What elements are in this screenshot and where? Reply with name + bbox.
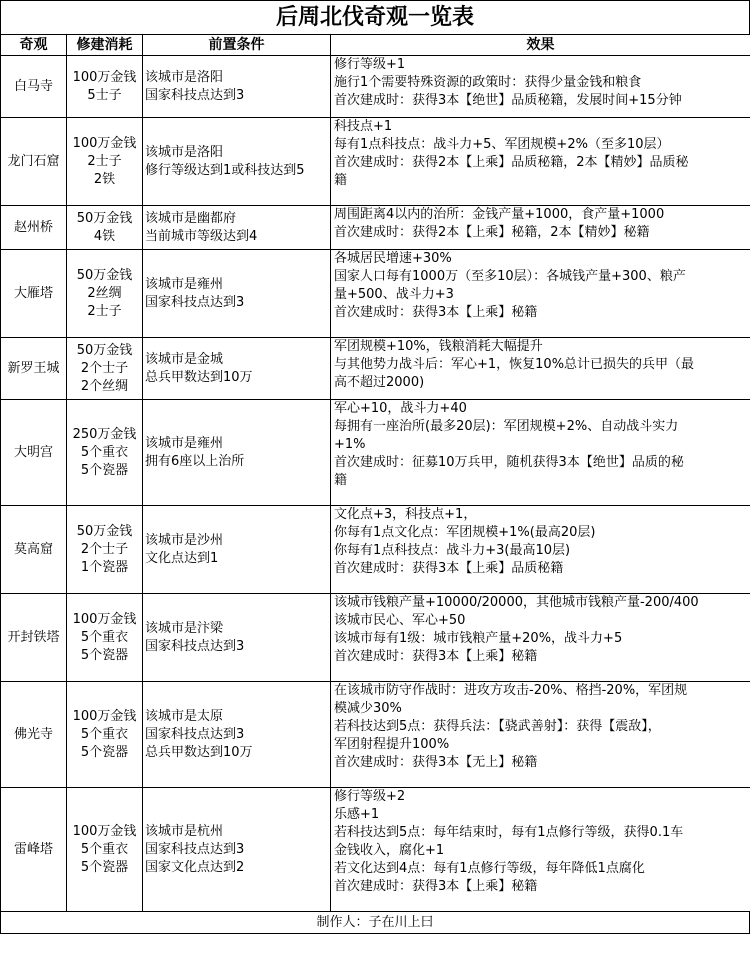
cost-line: 5个瓷器	[80, 744, 129, 760]
prerequisite	[143, 400, 331, 506]
author-credit: 制作人：子在川上曰	[0, 912, 750, 934]
effect-line: 军团规模+10%，钱粮消耗大幅提升	[334, 339, 543, 354]
cost-line: 5个重衣	[80, 444, 129, 460]
table-row	[1, 338, 750, 400]
effect-line: 首次建成时：征募10万兵甲，随机获得3本【绝世】品质的秘	[334, 455, 684, 470]
cost-line: 50万金钱	[76, 267, 133, 283]
table-row	[1, 594, 750, 682]
effect-line: 科技点+1	[334, 119, 393, 134]
prerequisite-line: 国家科技点达到3	[145, 87, 245, 103]
header-wonder: 奇观	[1, 35, 67, 56]
effect-line: 每拥有一座治所(最多20层)：军团规模+2%、自动战斗实力	[334, 419, 679, 434]
effect-line: 首次建成时：获得2本【上乘】品质秘籍，2本【精妙】品质秘	[334, 155, 689, 170]
prerequisite	[143, 682, 331, 788]
effect	[331, 338, 750, 400]
cost-line: 100万金钱	[72, 708, 137, 724]
prerequisite-line: 国家科技点达到3	[145, 638, 245, 654]
wonders-table	[0, 34, 750, 912]
effect-line: 该城市民心、军心+50	[334, 613, 466, 628]
effect-line: 各城居民增速+30%	[334, 251, 452, 266]
build-cost	[67, 206, 143, 250]
table-row	[1, 400, 750, 506]
prerequisite-line: 总兵甲数达到10万	[145, 744, 253, 760]
wonder-name: 白马寺	[1, 56, 67, 118]
table-row	[1, 506, 750, 594]
effect	[331, 118, 750, 206]
build-cost	[67, 400, 143, 506]
prerequisite-line: 该城市是雍州	[145, 276, 224, 292]
effect	[331, 506, 750, 594]
effect-line: 与其他势力战斗后：军心+1，恢复10%总计已损失的兵甲（最	[334, 357, 695, 372]
cost-line: 5个重衣	[80, 726, 129, 742]
effect-line: 你每有1点科技点：战斗力+3(最高10层)	[334, 543, 571, 558]
table-row	[1, 206, 750, 250]
wonder-name: 开封铁塔	[1, 594, 67, 682]
cost-line: 1个瓷器	[80, 559, 129, 575]
prerequisite-line: 该城市是金城	[145, 351, 224, 367]
prerequisite	[143, 206, 331, 250]
prerequisite-line: 总兵甲数达到10万	[145, 369, 253, 385]
cost-line: 50万金钱	[76, 342, 133, 358]
effect-line: 该城市每有1级：城市钱粮产量+20%，战斗力+5	[334, 631, 623, 646]
prerequisite-line: 国家文化点达到2	[145, 859, 245, 875]
prerequisite-line: 国家科技点达到3	[145, 841, 245, 857]
prerequisite-line: 国家科技点达到3	[145, 294, 245, 310]
wonder-name: 新罗王城	[1, 338, 67, 400]
effect	[331, 788, 750, 912]
effect-line: 在该城市防守作战时：进攻方攻击-20%、格挡-20%，军团规	[334, 683, 688, 698]
cost-line: 100万金钱	[72, 69, 137, 85]
effect-line: 你每有1点文化点：军团规模+1%(最高20层)	[334, 525, 596, 540]
effect-line: 首次建成时：获得3本【上乘】秘籍	[334, 879, 538, 894]
header-prerequisite: 前置条件	[143, 35, 331, 56]
effect-line: 量+500、战斗力+3	[334, 287, 454, 302]
header-cost: 修建消耗	[67, 35, 143, 56]
cost-line: 5个重衣	[80, 841, 129, 857]
table-row	[1, 118, 750, 206]
prerequisite-line: 修行等级达到1或科技达到5	[145, 162, 305, 178]
cost-line: 4铁	[93, 228, 116, 244]
prerequisite-line: 该城市是太原	[145, 708, 224, 724]
effect-line: 国家人口每有1000万（至多10层）：各城钱产量+300、粮产	[334, 269, 686, 284]
effect-line: 若文化达到4点：每有1点修行等级，每年降低1点腐化	[334, 861, 645, 876]
build-cost	[67, 118, 143, 206]
build-cost	[67, 56, 143, 118]
effect-line: 首次建成时：获得3本【绝世】品质秘籍，发展时间+15分钟	[334, 93, 682, 108]
prerequisite-line: 文化点达到1	[145, 550, 219, 566]
prerequisite-line: 该城市是洛阳	[145, 69, 224, 85]
effect-line: 乐感+1	[334, 807, 380, 822]
build-cost	[67, 594, 143, 682]
prerequisite	[143, 338, 331, 400]
prerequisite-line: 该城市是汴梁	[145, 620, 224, 636]
build-cost	[67, 506, 143, 594]
cost-line: 5个重衣	[80, 629, 129, 645]
effect	[331, 400, 750, 506]
effect-line: 首次建成时：获得3本【上乘】秘籍	[334, 305, 538, 320]
effect-line: 首次建成时：获得3本【上乘】品质秘籍	[334, 561, 564, 576]
cost-line: 5个瓷器	[80, 647, 129, 663]
effect	[331, 594, 750, 682]
table-row	[1, 250, 750, 338]
table-body	[1, 56, 750, 912]
effect-line: 首次建成时：获得3本【上乘】秘籍	[334, 649, 538, 664]
header-row	[1, 35, 750, 56]
table-row	[1, 682, 750, 788]
effect-line: 首次建成时：获得3本【无上】秘籍	[334, 755, 538, 770]
effect-line: 施行1个需要特殊资源的政策时：获得少量金钱和粮食	[334, 75, 642, 90]
prerequisite-line: 该城市是洛阳	[145, 144, 224, 160]
effect	[331, 56, 750, 118]
prerequisite	[143, 594, 331, 682]
prerequisite-line: 拥有6座以上治所	[145, 453, 245, 469]
wonder-name: 雷峰塔	[1, 788, 67, 912]
wonder-name: 赵州桥	[1, 206, 67, 250]
effect-line: 修行等级+2	[334, 789, 406, 804]
effect-line: 金钱收入，腐化+1	[334, 843, 445, 858]
cost-line: 100万金钱	[72, 611, 137, 627]
effect-line: 周围距离4以内的治所：金钱产量+1000，食产量+1000	[334, 207, 665, 222]
effect-line: 若科技达到5点：获得兵法：【骁武善射】：获得【震敌】，	[334, 719, 661, 734]
build-cost	[67, 682, 143, 788]
prerequisite-line: 该城市是雍州	[145, 435, 224, 451]
build-cost	[67, 788, 143, 912]
prerequisite-line: 该城市是沙州	[145, 532, 224, 548]
effect-line: 高不超过2000)	[334, 375, 425, 390]
prerequisite-line: 当前城市等级达到4	[145, 228, 258, 244]
cost-line: 2士子	[87, 303, 122, 319]
build-cost	[67, 250, 143, 338]
prerequisite	[143, 250, 331, 338]
effect	[331, 206, 750, 250]
prerequisite-line: 该城市是杭州	[145, 823, 224, 839]
wonder-name: 大明宫	[1, 400, 67, 506]
cost-line: 2铁	[93, 171, 116, 187]
prerequisite	[143, 56, 331, 118]
wonder-name: 莫高窟	[1, 506, 67, 594]
effect-line: 若科技达到5点：每年结束时，每有1点修行等级，获得0.1车	[334, 825, 684, 840]
effect-line: 该城市钱粮产量+10000/20000，其他城市钱粮产量-200/400	[334, 595, 699, 610]
effect-line: 籍	[334, 173, 348, 188]
prerequisite	[143, 118, 331, 206]
cost-line: 50万金钱	[76, 523, 133, 539]
cost-line: 2士子	[87, 153, 122, 169]
cost-line: 5士子	[87, 87, 122, 103]
cost-line: 2丝绸	[87, 285, 122, 301]
effect-line: +1%	[334, 437, 366, 452]
effect-line: 首次建成时：获得2本【上乘】秘籍，2本【精妙】秘籍	[334, 225, 650, 240]
table-row	[1, 56, 750, 118]
cost-line: 100万金钱	[72, 135, 137, 151]
effect-line: 军心+10，战斗力+40	[334, 401, 467, 416]
cost-line: 250万金钱	[72, 426, 137, 442]
effect-line: 模减少30%	[334, 701, 402, 716]
sheet-title: 后周北伐奇观一览表	[0, 0, 750, 34]
cost-line: 50万金钱	[76, 210, 133, 226]
prerequisite	[143, 788, 331, 912]
effect-line: 军团射程提升100%	[334, 737, 450, 752]
cost-line: 5个瓷器	[80, 859, 129, 875]
cost-line: 2个士子	[80, 541, 129, 557]
prerequisite	[143, 506, 331, 594]
cost-line: 2个士子	[80, 360, 129, 376]
wonder-name: 龙门石窟	[1, 118, 67, 206]
effect-line: 籍	[334, 473, 348, 488]
prerequisite-line: 该城市是幽都府	[145, 210, 237, 226]
cost-line: 2个丝绸	[80, 378, 129, 394]
effect-line: 每有1点科技点：战斗力+5、军团规模+2%（至多10层）	[334, 137, 670, 152]
effect-line: 修行等级+1	[334, 57, 406, 72]
prerequisite-line: 国家科技点达到3	[145, 726, 245, 742]
wonder-name: 佛光寺	[1, 682, 67, 788]
cost-line: 5个瓷器	[80, 462, 129, 478]
table-row	[1, 788, 750, 912]
wonder-name: 大雁塔	[1, 250, 67, 338]
effect	[331, 250, 750, 338]
cost-line: 100万金钱	[72, 823, 137, 839]
build-cost	[67, 338, 143, 400]
effect	[331, 682, 750, 788]
effect-line: 文化点+3，科技点+1，	[334, 507, 477, 522]
header-effect: 效果	[331, 35, 750, 56]
